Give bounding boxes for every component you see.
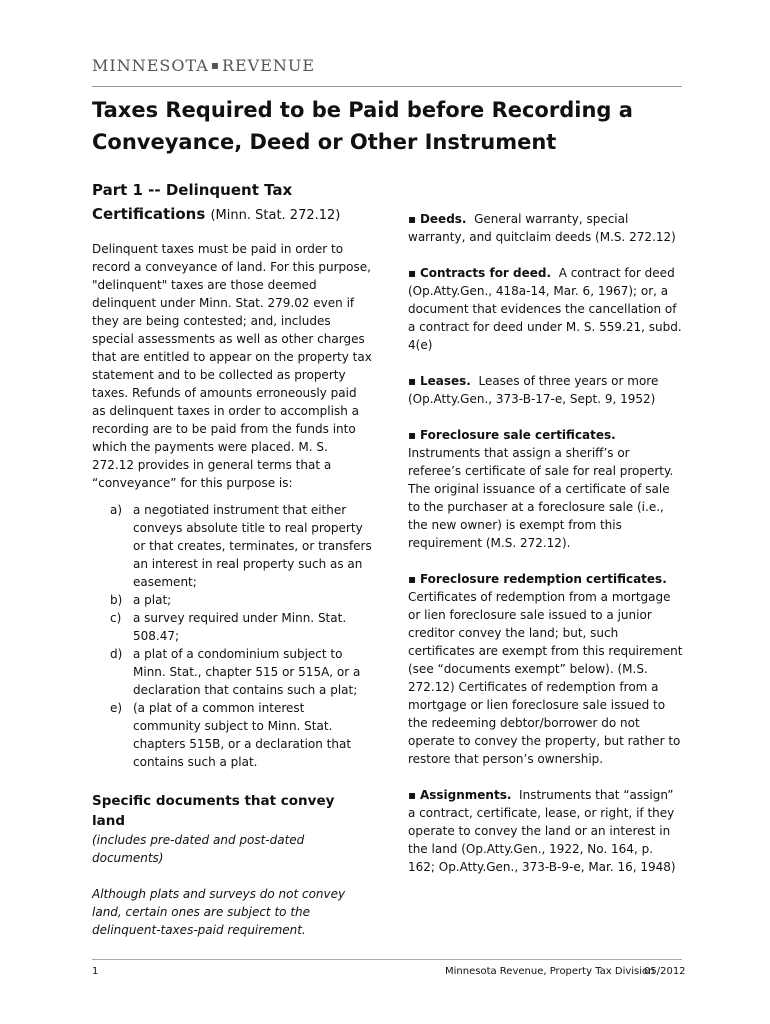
document-title: Taxes Required to be Paid before Recording a Conveyance, Deed or Other Instrument (92, 98, 633, 154)
page-number: 1 (92, 966, 99, 977)
list-item-text: (a plat of a common interest community subject to Minn. Stat. chapters 515B, or a declaration that contains such a plat. (133, 701, 352, 769)
document-type-item: ▪ Leases. Leases of three years or more (Op.Atty.Gen., 373-B-17-e, Sept. 9, 1952) (408, 374, 659, 406)
list-marker: a) (110, 503, 123, 517)
list-marker: e) (110, 701, 123, 715)
document-type-text: Certificates of redemption from a mortgage or lien foreclosure sale issued to a junior creditor convey the land; but, such certificates are exempt from this requirement (see “documents exempt” below). (M.S. 272.12) Certificates of redemption from a mortgage or lien foreclosure sale issued to the redeeming debtor/borrower do not operate to convey the property, but rather to restore that person’s ownership. (408, 590, 683, 766)
list-item-text: a survey required under Minn. Stat. 508.47; (133, 611, 347, 643)
document-type-text: Instruments that assign a sheriff’s or referee’s certificate of sale for real property. The original issuance of a certificate of sale to the purchaser at a foreclosure sale (i.e., the new owner) is exempt from this requirement (M.S. 272.12). (408, 446, 674, 550)
document-type-item: ▪ Deeds. General warranty, special warranty, and quitclaim deeds (M.S. 272.12) (408, 212, 676, 244)
list-item-text: a plat of a condominium subject to Minn. Stat., chapter 515 or 515A, or a declaration that contains such a plat; (133, 647, 361, 697)
document-type-label: Foreclosure redemption certificates. (419, 572, 667, 586)
list-item-text: a plat; (133, 593, 172, 607)
footer-division: Minnesota Revenue, Property Tax Division (445, 966, 655, 977)
document-type-label: Leases. (419, 374, 471, 388)
logo-separator: ▪ (210, 58, 220, 72)
specific-documents-heading: Specific documents that convey land (92, 793, 335, 829)
list-item-text: a negotiated instrument that either conveys absolute title to real property or that creates, terminates, or transfers an interest in real property such as an easement; (133, 503, 372, 589)
list-marker: d) (110, 647, 123, 661)
list-item (110, 609, 372, 645)
document-type-label: Foreclosure sale certificates. (419, 428, 616, 442)
footer-date: 05/2012 (644, 966, 686, 977)
left-column (92, 178, 372, 939)
footer-divider (92, 959, 682, 960)
document-type-text: Leases of three years or more (Op.Atty.Gen., 373-B-17-e, Sept. 9, 1952) (408, 374, 659, 406)
header-divider (92, 86, 682, 87)
document-type-item: ▪ Contracts for deed. A contract for deed (Op.Atty.Gen., 418a-14, Mar. 6, 1967); or, a document that evidences the cancellation of a contract for deed under M. S. 559.21, subd. 4(e) (408, 266, 682, 352)
plats-surveys-note: Although plats and surveys do not convey land, certain ones are subject to the delinquent-taxes-paid requirement. (92, 887, 346, 937)
part1-intro: Delinquent taxes must be paid in order to record a conveyance of land. For this purpose, "delinquent" taxes are those deemed delinquent under Minn. Stat. 279.02 even if they are being contested; and, includes special assessments as well as other charges that are entitled to appear on the property tax statement and to be collected as property taxes. Refunds of amounts erroneously paid as delinquent taxes in order to accomplish a recording are to be paid from the funds into which the payments were placed. M. S. 272.12 provides in general terms that a “conveyance” for this purpose is: (92, 242, 372, 490)
logo-word-left: MINNESOTA (92, 56, 209, 75)
part1-heading (92, 178, 372, 228)
document-type-text: A contract for deed (Op.Atty.Gen., 418a-14, Mar. 6, 1967); or, a document that evidences the cancellation of a contract for deed under M. S. 559.21, subd. 4(e) (408, 266, 682, 352)
list-item (110, 645, 372, 699)
document-type-label: Contracts for deed. (419, 266, 552, 280)
part1-heading-text: Part 1 -- Delinquent Tax Certifications (92, 181, 293, 223)
list-marker: b) (110, 593, 123, 607)
agency-logo (92, 56, 315, 75)
list-item (110, 699, 372, 771)
document-type-item: ▪ Foreclosure sale certificates. Instruments that assign a sheriff’s or referee’s certificate of sale for real property. The original issuance of a certificate of sale to the purchaser at a foreclosure sale (i.e., the new owner) is exempt from this requirement (M.S. 272.12). (408, 428, 674, 550)
document-type-label: Assignments. (419, 788, 512, 802)
logo-word-right: REVENUE (221, 56, 316, 75)
document-type-item: ▪ Foreclosure redemption certificates. Certificates of redemption from a mortgage or lien foreclosure sale issued to a junior creditor convey the land; but, such certificates are exempt from this requirement (see “documents exempt” below). (M.S. 272.12) Certificates of redemption from a mortgage or lien foreclosure sale issued to the redeeming debtor/borrower do not operate to convey the property, but rather to restore that person’s ownership. (408, 572, 683, 766)
document-type-text: Instruments that “assign” a contract, certificate, lease, or right, if they operate to convey the land or an interest in the land (Op.Atty.Gen., 1922, No. 164, p. 162; Op.Atty.Gen., 373-B-9-e, Mar. 16, 1948) (408, 788, 676, 874)
list-marker: c) (110, 611, 122, 625)
part1-citation: (Minn. Stat. 272.12) (210, 208, 341, 223)
conveyance-list (92, 501, 372, 771)
document-type-label: Deeds. (419, 212, 467, 226)
right-column (408, 210, 683, 894)
document-type-item: ▪ Assignments. Instruments that “assign” a contract, certificate, lease, or right, if they operate to convey the land or an interest in the land (Op.Atty.Gen., 1922, No. 164, p. 162; Op.Atty.Gen., 373-B-9-e, Mar. 16, 1948) (408, 788, 676, 874)
list-item (110, 591, 372, 609)
specific-documents-subheading: (includes pre-dated and post-dated documents) (92, 833, 305, 865)
document-type-text: General warranty, special warranty, and quitclaim deeds (M.S. 272.12) (408, 212, 676, 244)
list-item (110, 501, 372, 591)
